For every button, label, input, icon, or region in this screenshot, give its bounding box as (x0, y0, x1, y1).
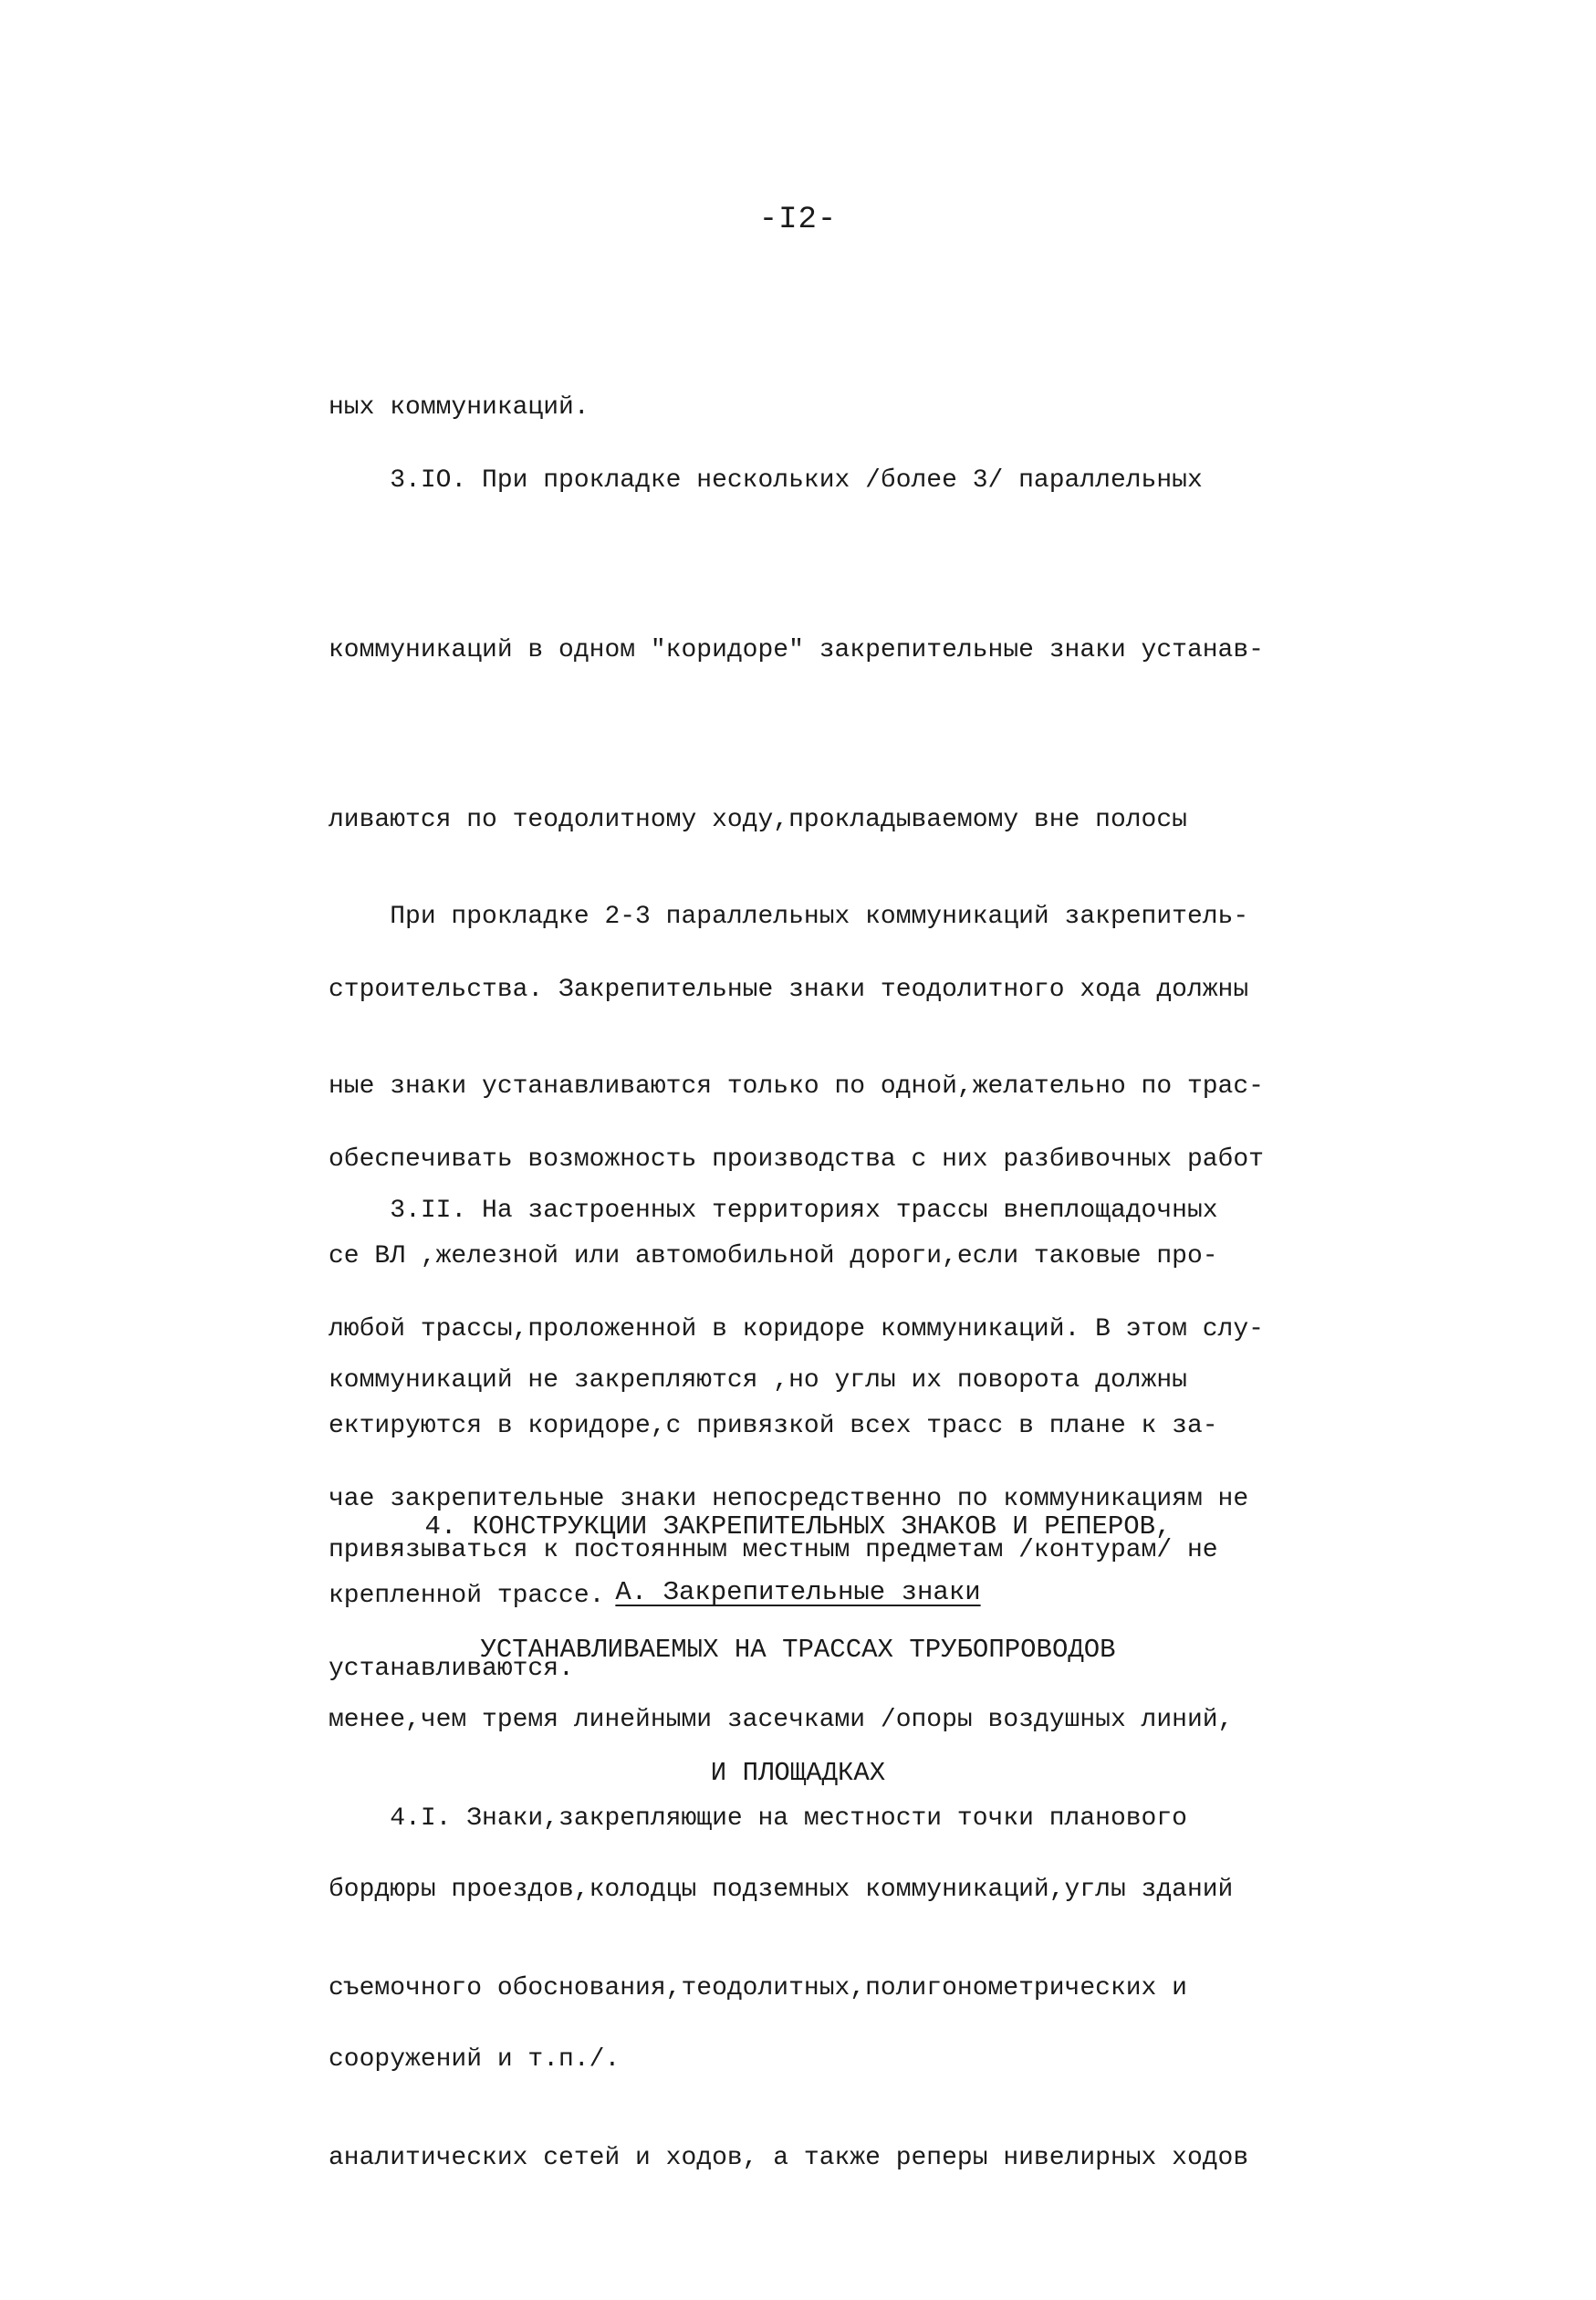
text-line: менее,чем тремя линейными засечками /опоры воздушных линий, (329, 1706, 1234, 1734)
text-line: бордюры проездов,колодцы подземных коммуникаций,углы зданий (329, 1876, 1234, 1904)
text-line: ектируются в коридоре,с привязкой всех трасс в плане к за- (329, 1412, 1218, 1440)
text-line: устанавливаются. (329, 1655, 574, 1683)
text-line: привязываться к постоянным местным предметам /контурам/ не (329, 1536, 1218, 1564)
text-line: ливаются по теодолитному ходу,прокладываемому вне полосы (329, 806, 1187, 834)
text-line: коммуникаций не закрепляются ,но углы их поворота должны (329, 1366, 1187, 1395)
text-line: ные знаки устанавливаются только по одной,желательно по трас- (329, 1072, 1264, 1101)
text-line: любой трассы,проложенной в коридоре коммуникаций. В этом слу- (329, 1315, 1264, 1343)
text-line: се ВЛ ,железной или автомобильной дороги,если таковые про- (329, 1242, 1218, 1270)
subsection-heading: А. Закрепительные знаки (615, 1577, 981, 1607)
text-line: ных коммуникаций. (329, 393, 589, 422)
text-line: аналитических сетей и ходов, а также реперы нивелирных ходов (329, 2144, 1249, 2172)
text-line: съемочного обоснования,теодолитных,полигонометрических и (329, 1974, 1187, 2002)
paragraph-4-1 (329, 1678, 1360, 2300)
section-heading-line: УСТАНАВЛИВАЕМЫХ НА ТРАССАХ ТРУБОПРОВОДОВ (480, 1635, 1116, 1665)
text-line: обеспечивать возможность производства с них разбивочных работ (329, 1145, 1264, 1174)
text-line: сооружений и т.п./. (329, 2045, 621, 2074)
text-line: строительства. Закрепительные знаки теодолитного хода должны (329, 976, 1249, 1004)
text-line: 4.I. Знаки,закрепляющие на местности точки планового (329, 1804, 1187, 1833)
section-heading-line: 4. КОНСТРУКЦИИ ЗАКРЕПИТЕЛЬНЫХ ЗНАКОВ И РЕПЕРОВ, (424, 1511, 1172, 1542)
text-line: крепленной трассе. (329, 1582, 605, 1610)
text-line: При прокладке 2-3 параллельных коммуникаций закрепитель- (329, 903, 1249, 931)
section-heading-line: И ПЛОЩАДКАХ (710, 1758, 886, 1788)
text-line: 3.II. На застроенных территориях трассы внеплощадочных (329, 1197, 1218, 1225)
text-line: 3.IO. При прокладке нескольких /более 3/ параллельных (329, 466, 1203, 495)
page-number: -I2- (758, 203, 838, 237)
text-line: чае закрепительные знаки непосредственно по коммуникациям не (329, 1485, 1249, 1513)
text-line: коммуникаций в одном "коридоре" закрепительные знаки устанав- (329, 636, 1264, 664)
